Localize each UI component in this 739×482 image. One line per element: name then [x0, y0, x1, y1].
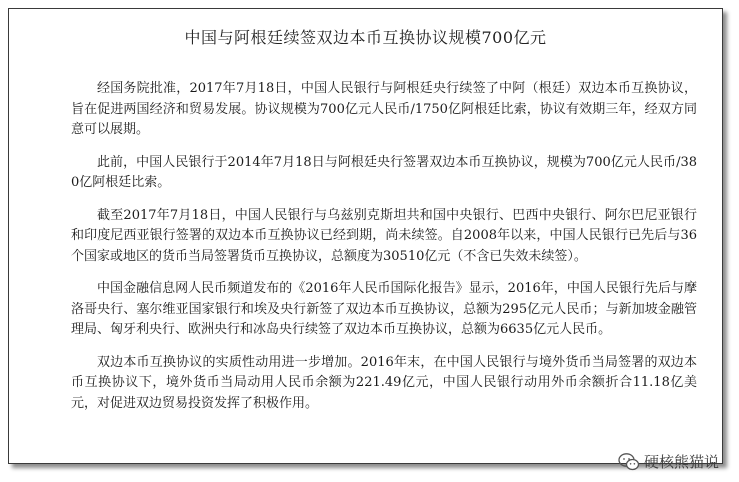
paragraph: 经国务院批准，2017年7月18日，中国人民银行与阿根廷央行续签了中阿（根廷）双边本币互换协议，旨在促进两国经济和贸易发展。协议规模为700亿元人民币/1750亿阿根廷比索，协议有效期三年，经双方同意可以展期。 [71, 81, 697, 137]
article-body [71, 79, 697, 426]
paragraph: 双边本币互换协议的实质性动用进一步增加。2016年末，在中国人民银行与境外货币当局签署的双边本币互换协议下，境外货币当局动用人民币余额为221.49亿元，中国人民银行动用外币余额折合11.18亿美元，对促进双边贸易投资发挥了积极作用。 [71, 354, 697, 411]
wechat-icon [618, 452, 640, 472]
article-frame [8, 8, 723, 464]
watermark [618, 451, 719, 472]
paragraph: 截至2017年7月18日，中国人民银行与乌兹别克斯坦共和国中央银行、巴西中央银行、阿尔巴尼亚银行和印度尼西亚银行签署的双边本币互换协议已经到期，尚未续签。自2008年以来，中国人民银行已先后与36个国家或地区的货币当局签署货币互换协议，总额度为30510亿元（不含已失效未续签）。 [71, 207, 697, 264]
paragraph: 中国金融信息网人民币频道发布的《2016年人民币国际化报告》显示，2016年，中国人民银行先后与摩洛哥央行、塞尔维亚国家银行和埃及央行新签了双边本币互换协议，总额为295亿元人民币；与新加坡金融管理局、匈牙利央行、欧洲央行和冰岛央行续签了双边本币互换协议，总额为6635亿元人民币。 [71, 281, 697, 337]
article-title: 中国与阿根廷续签双边本币互换协议规模700亿元 [184, 28, 547, 47]
paragraph: 此前，中国人民银行于2014年7月18日与阿根廷央行签署双边本币互换协议，规模为700亿元人民币/380亿阿根廷比索。 [71, 154, 697, 190]
watermark-text: 硬核熊猫说 [643, 453, 719, 471]
